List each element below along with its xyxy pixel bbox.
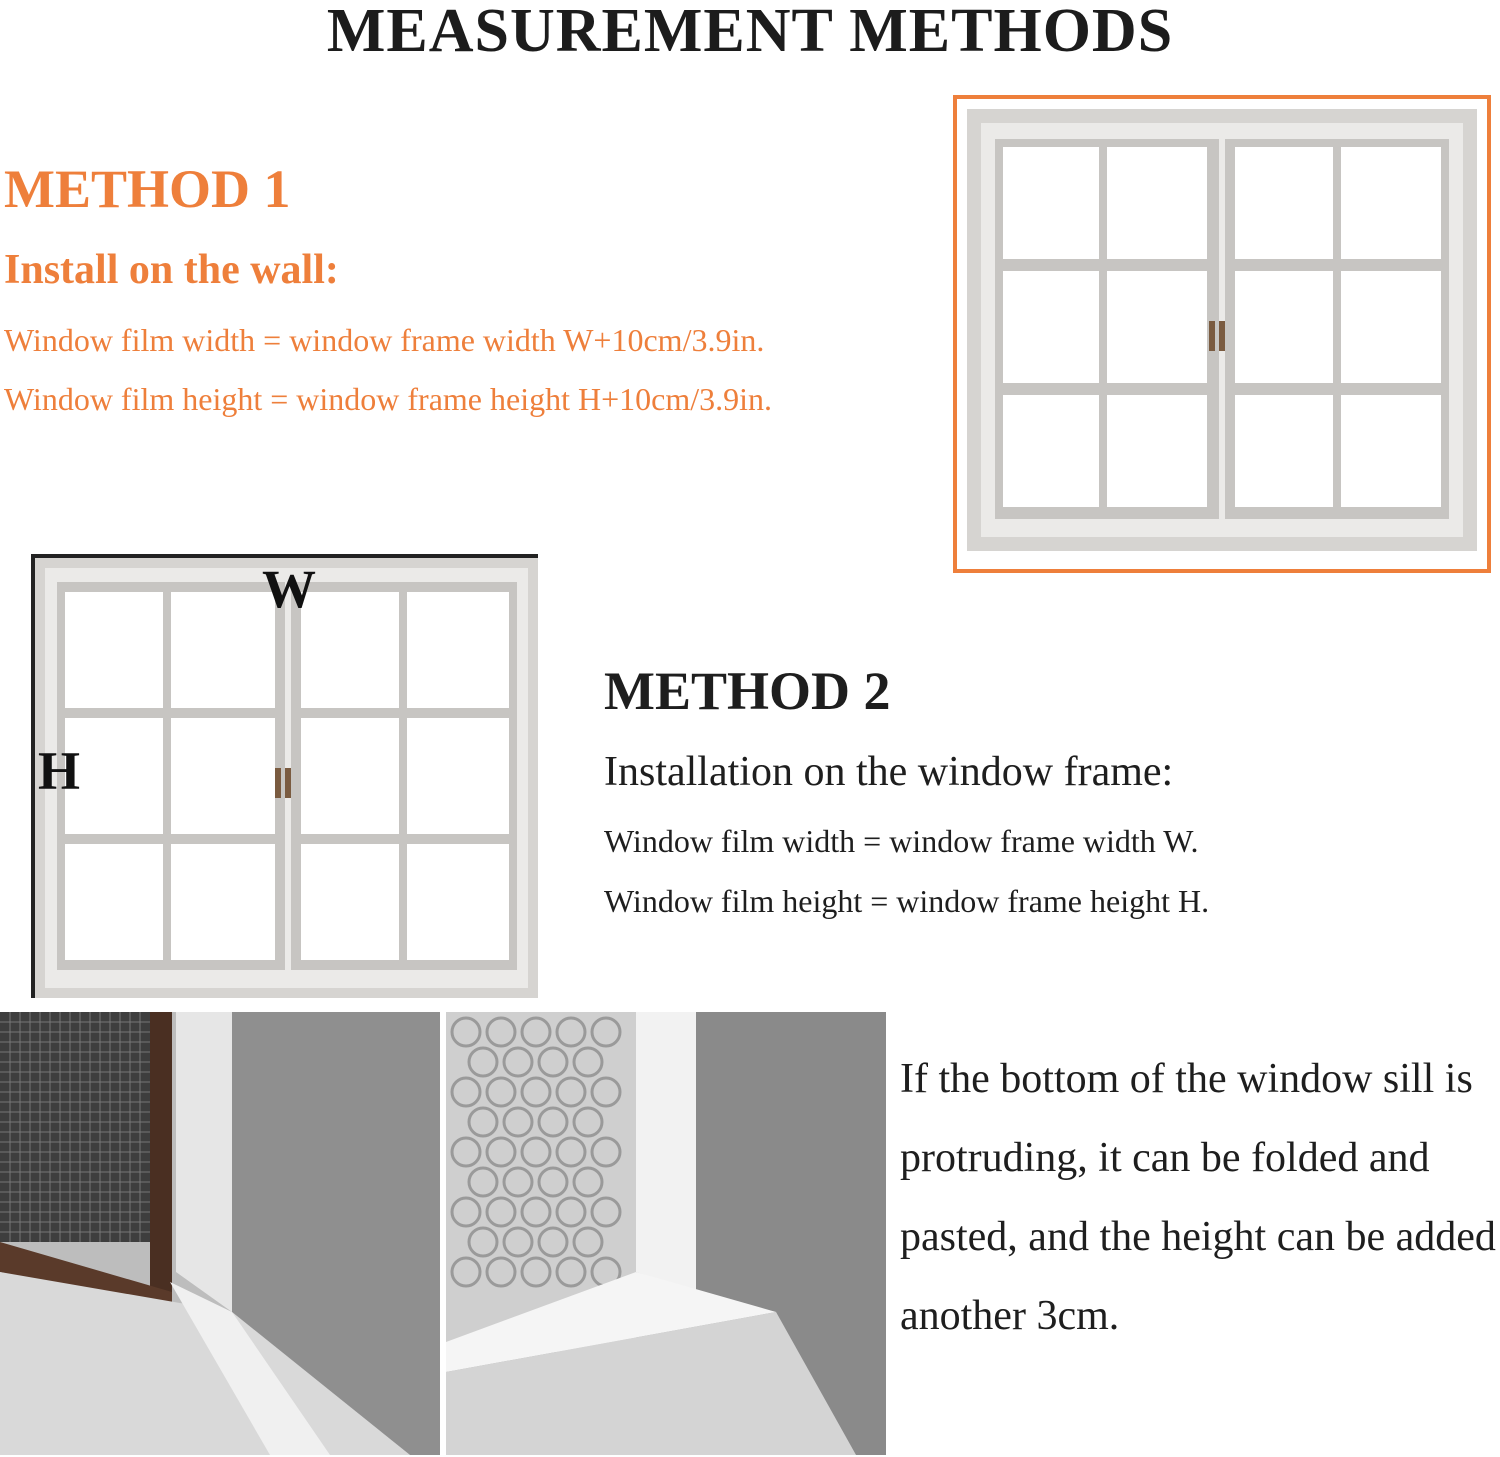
window-icon xyxy=(957,99,1487,569)
sill-photo-right xyxy=(446,1012,886,1455)
width-label: W xyxy=(262,559,316,619)
method1-subtitle: Install on the wall: xyxy=(4,247,339,293)
window-icon xyxy=(35,558,538,998)
page-title: MEASUREMENT METHODS xyxy=(326,0,1174,65)
method1-width-formula: Window film width = window frame width W+10cm/3.9in. xyxy=(4,322,765,358)
sill-note: If the bottom of the window sill is protruding, it can be folded and pasted, and the height can be added another 3cm. xyxy=(900,1056,1496,1339)
method2-subtitle: Installation on the window frame: xyxy=(604,749,1174,795)
height-label: H xyxy=(38,741,81,801)
method2-height-formula: Window film height = window frame height H. xyxy=(604,883,1210,919)
method1-height-formula: Window film height = window frame height H+10cm/3.9in. xyxy=(4,381,773,417)
sill-photo-left xyxy=(0,1012,440,1455)
method2-width-formula: Window film width = window frame width W. xyxy=(604,823,1199,859)
method1-title: METHOD 1 xyxy=(4,159,291,219)
method2-title: METHOD 2 xyxy=(604,661,891,721)
